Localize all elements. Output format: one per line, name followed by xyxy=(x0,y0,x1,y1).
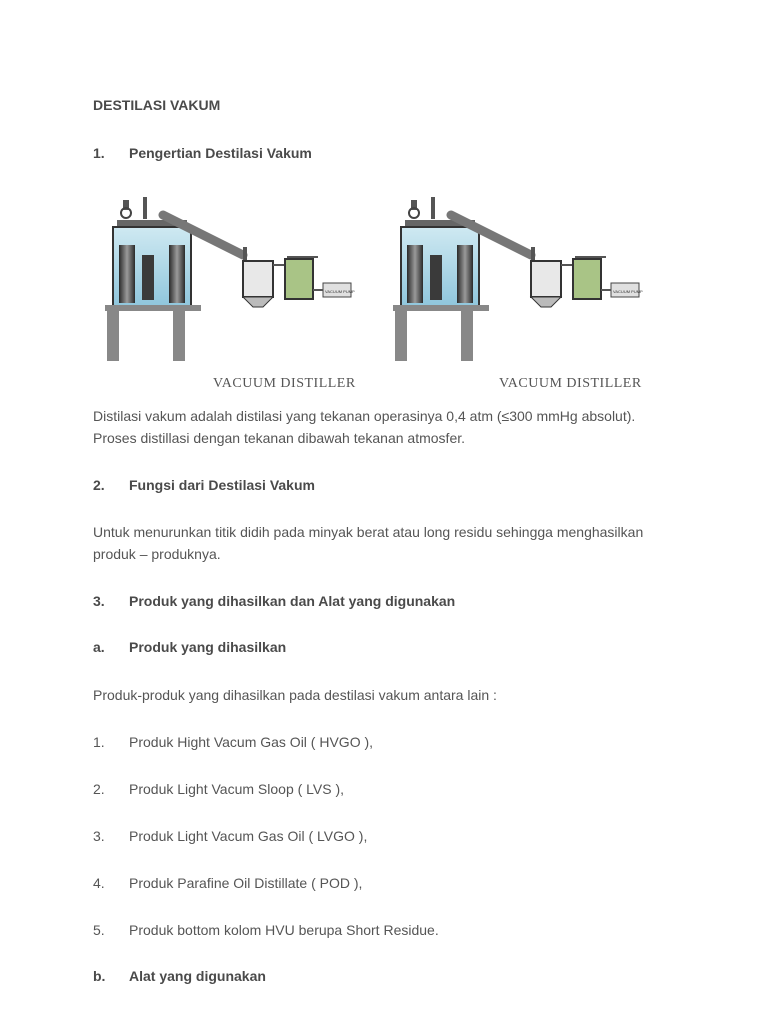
section-1-number: 1. xyxy=(93,145,105,161)
right-figure-caption: VACUUM DISTILLER xyxy=(499,376,642,391)
subsection-a-heading xyxy=(93,639,286,655)
list-item xyxy=(93,828,367,844)
list-item xyxy=(93,922,439,938)
document-title: DESTILASI VAKUM xyxy=(93,97,221,113)
paragraph-function: Untuk menurunkan titik didih pada minyak berat atau long residu sehingga menghasilkan produk – produknya. xyxy=(93,524,644,562)
section-1-title: Pengertian Destilasi Vakum xyxy=(129,145,312,161)
list-item-text: Produk Light Vacum Sloop ( LVS ), xyxy=(129,781,345,797)
subsection-a-title: Produk yang dihasilkan xyxy=(129,639,287,655)
subsection-b-letter: b. xyxy=(93,968,106,984)
section-3-title: Produk yang dihasilkan dan Alat yang digunakan xyxy=(129,593,456,609)
list-item xyxy=(93,781,344,797)
paragraph-definition: Distilasi vakum adalah distilasi yang tekanan operasinya 0,4 atm (≤300 mmHg absolut). Proses distillasi dengan tekanan dibawah tekanan atmosfer. xyxy=(93,408,636,446)
list-item-text: Produk bottom kolom HVU berupa Short Residue. xyxy=(129,922,439,938)
section-3-number: 3. xyxy=(93,593,105,609)
subsection-a-letter: a. xyxy=(93,639,105,655)
paragraph-products-intro: Produk-produk yang dihasilkan pada destilasi vakum antara lain : xyxy=(93,687,497,703)
left-figure-caption: VACUUM DISTILLER xyxy=(213,376,356,391)
section-1-heading xyxy=(93,145,312,161)
section-2-number: 2. xyxy=(93,477,105,493)
list-item-text: Produk Light Vacum Gas Oil ( LVGO ), xyxy=(129,828,368,844)
list-item-number: 5. xyxy=(93,922,105,938)
right-distiller-diagram xyxy=(393,197,643,391)
list-item xyxy=(93,734,373,750)
left-pump-label: VACUUM PUMP xyxy=(325,289,355,294)
left-distiller-diagram xyxy=(105,197,356,391)
vacuum-distiller-figure xyxy=(93,185,663,395)
list-item-number: 1. xyxy=(93,734,105,750)
list-item-text: Produk Hight Vacum Gas Oil ( HVGO ), xyxy=(129,734,374,750)
list-item-number: 3. xyxy=(93,828,105,844)
subsection-b-heading xyxy=(93,968,266,984)
list-item-number: 4. xyxy=(93,875,105,891)
section-3-heading xyxy=(93,593,455,609)
right-pump-label: VACUUM PUMP xyxy=(613,289,643,294)
list-item-text: Produk Parafine Oil Distillate ( POD ), xyxy=(129,875,363,891)
section-2-heading xyxy=(93,477,315,493)
list-item xyxy=(93,875,362,891)
subsection-b-title: Alat yang digunakan xyxy=(129,968,266,984)
section-2-title: Fungsi dari Destilasi Vakum xyxy=(129,477,315,493)
list-item-number: 2. xyxy=(93,781,105,797)
